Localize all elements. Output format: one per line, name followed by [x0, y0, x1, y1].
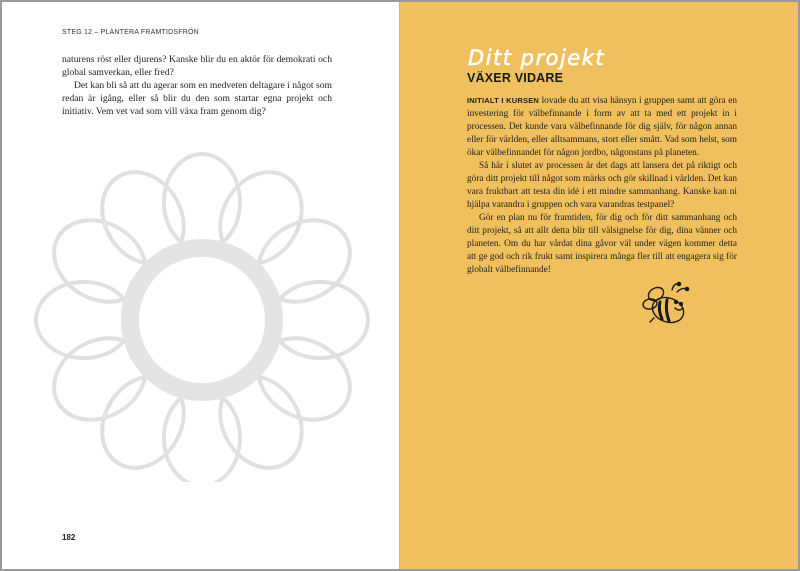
page-number: 182 [62, 533, 76, 542]
lead-in: INITIALT I KURSEN [467, 96, 540, 105]
bee-illustration [638, 280, 694, 328]
running-head: STEG 12 – PLANTERA FRAMTIDSFRÖN [62, 29, 199, 36]
left-page [2, 2, 400, 569]
right-body-text [467, 94, 737, 277]
right-paragraph-3: Gör en plan nu för framtiden, för dig och för ditt sammanhang och ditt projekt, så att allt detta blir till välsignelse för dig, dina vänner och planeten. Om du har vårdat dina gåvor väl under vägen kommer detta att ge god och rik frukt samt inspirera många fler till att engagera sig för globalt välbefinnande! [467, 213, 737, 275]
left-paragraph-2: Det kan bli så att du agerar som en medveten deltagare i något som redan är igång, eller så blir du den som startar egna projekt och initiativ. Vem vet vad som vill växa fram genom dig? [62, 80, 332, 117]
left-body-text [62, 53, 332, 118]
right-paragraph-1-text: lovade du att visa hänsyn i gruppen samt att göra en investering för välbefinnande i form av att ta med ett projekt in i processen. Det kunde vara välbefinnande för dig själv, för någon annan eller för världen, eller alltsammans, stort eller smått. Vad som helst, som ökar välbefinnandet för någon jordbo, någonstans på planeten. [467, 96, 737, 158]
flower-illustration [30, 152, 378, 482]
right-paragraph-2: Så här i slutet av processen är det dags att lansera det på riktigt och göra ditt projekt till något som märks och gör skillnad i världen. Det kan vara fruktbart att testa din idé i ett mindre sammanhang. Kanske kan ni hjälpa varandra i gruppen och vara varandras testpanel? [467, 161, 737, 210]
book-spread [2, 2, 798, 569]
left-paragraph-1: naturens röst eller djurens? Kanske blir du en aktör för demokrati och global samverkan, eller fred? [62, 54, 332, 78]
project-subtitle: VÄXER VIDARE [467, 71, 564, 85]
right-paragraph-1 [467, 94, 737, 160]
project-title: Ditt projekt [468, 46, 606, 70]
right-page [400, 2, 798, 569]
